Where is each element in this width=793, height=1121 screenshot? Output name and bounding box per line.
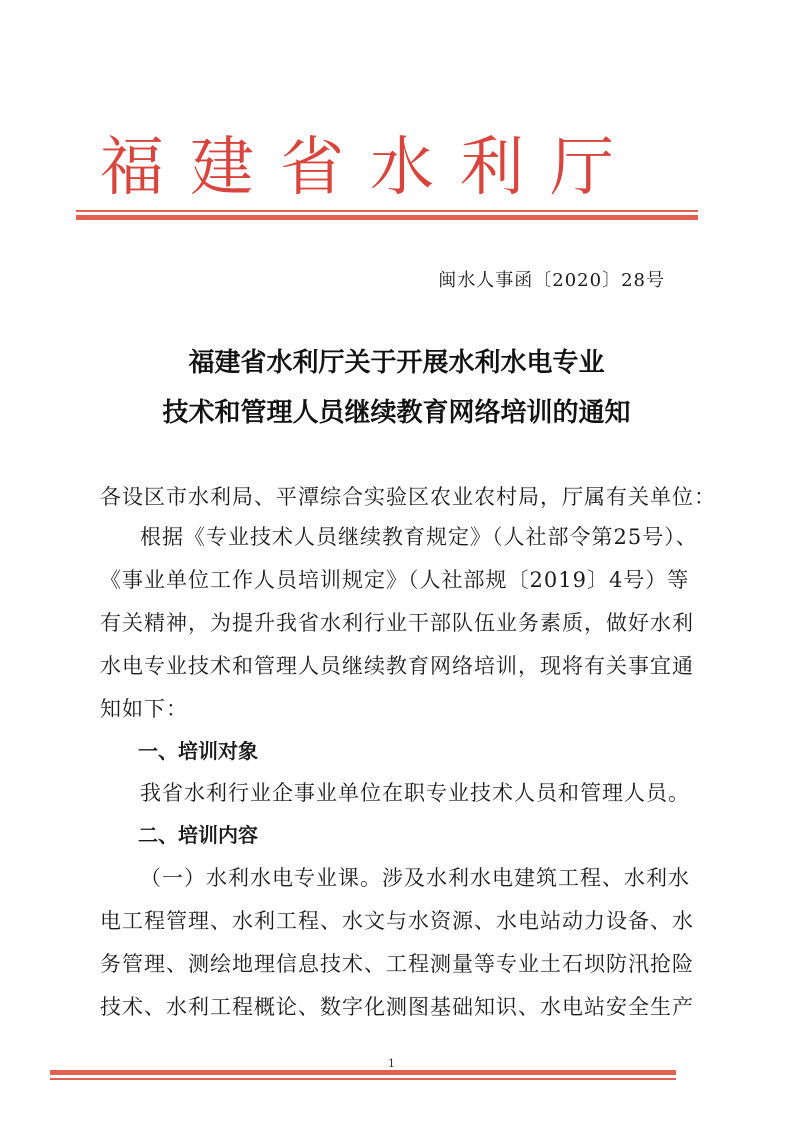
document-title-line1: 福建省水利厅关于开展水利水电专业 [188, 348, 605, 378]
salutation: 各设区市水利局、平潭综合实验区农业农村局，厅属有关单位： [100, 485, 716, 509]
masthead-rule-thick [76, 215, 698, 220]
paragraph-line: 知如下： [100, 697, 188, 721]
masthead-rule-thin [76, 210, 698, 212]
masthead-title: 福建省水利厅 [100, 131, 640, 205]
section-heading-1: 一、培训对象 [138, 739, 258, 763]
footer-rule-thin [50, 1078, 676, 1080]
section-1-text: 我省水利行业企事业单位在职专业技术人员和管理人员。 [140, 781, 690, 805]
document-title-line2: 技术和管理人员继续教育网络培训的通知 [162, 398, 631, 428]
section-heading-2: 二、培训内容 [138, 823, 258, 847]
paragraph-line: 《事业单位工作人员培训规定》（人社部规〔2019〕4号）等 [100, 568, 690, 592]
footer-rule-thick [50, 1070, 676, 1075]
paragraph-line: （一）水利水电专业课。涉及水利水电建筑工程、水利水 [140, 866, 690, 890]
document-number: 闽水人事函〔2020〕28号 [438, 270, 665, 291]
paragraph-line: 根据《专业技术人员继续教育规定》（人社部令第25号）、 [140, 525, 698, 549]
page-number: 1 [388, 1057, 395, 1070]
paragraph-line: 技术、水利工程概论、数字化测图基础知识、水电站安全生产 [100, 995, 694, 1019]
paragraph-line: 务管理、测绘地理信息技术、工程测量等专业土石坝防汛抢险 [100, 952, 694, 976]
paragraph-line: 电工程管理、水利工程、水文与水资源、水电站动力设备、水 [100, 909, 694, 933]
paragraph-line: 水电专业技术和管理人员继续教育网络培训，现将有关事宜通 [100, 654, 694, 678]
paragraph-line: 有关精神，为提升我省水利行业干部队伍业务素质，做好水利 [100, 611, 694, 635]
